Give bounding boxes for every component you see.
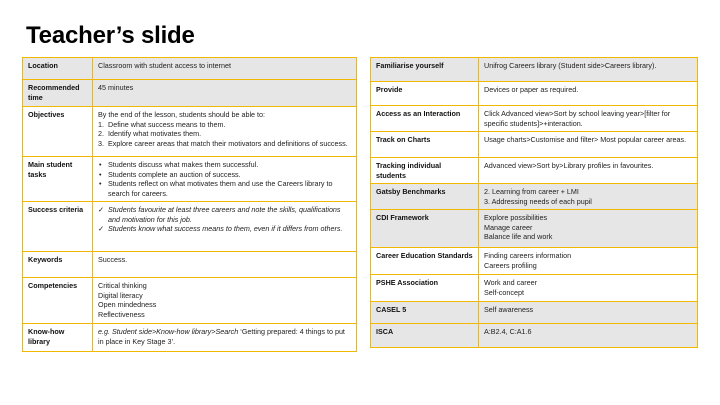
pshe-label: PSHE Association <box>371 275 479 302</box>
success-value <box>93 202 357 252</box>
cdi-row <box>371 210 698 248</box>
objectives-value <box>93 107 357 157</box>
charts-value: Usage charts>Customise and filter> Most popular career areas. <box>479 132 698 158</box>
familiarise-row <box>371 58 698 82</box>
interaction-label: Access as an Interaction <box>371 106 479 132</box>
tasks-value <box>93 157 357 202</box>
cdi-value: Explore possibilities Manage career Balance life and work <box>479 210 698 248</box>
recommended-time-label: Recommended time <box>23 80 93 107</box>
unifrog-info-table <box>370 57 698 348</box>
isca-label: ISCA <box>371 324 479 348</box>
competencies-value: Critical thinking Digital literacy Open mindedness Reflectiveness <box>93 278 357 324</box>
competencies-label: Competencies <box>23 278 93 324</box>
knowhow-text: ‘Getting prepared: 4 things to put in place in Key Stage 3’. <box>98 327 345 346</box>
recommended-time-value: 45 minutes <box>93 80 357 107</box>
pshe-row <box>371 275 698 302</box>
knowhow-row <box>23 324 357 352</box>
familiarise-value: Unifrog Careers library (Student side>Careers library). <box>479 58 698 82</box>
list-item: 2. Identify what motivates them. <box>98 129 202 138</box>
tasks-row <box>23 157 357 202</box>
charts-row <box>371 132 698 158</box>
cdi-label: CDI Framework <box>371 210 479 248</box>
check-icon: ✓ <box>98 224 105 233</box>
recommended-time-row <box>23 80 357 107</box>
keywords-value: Success. <box>93 252 357 278</box>
keywords-row <box>23 252 357 278</box>
lesson-info-table <box>22 57 357 352</box>
location-value: Classroom with student access to internet <box>93 58 357 80</box>
success-list <box>98 205 351 234</box>
gatsby-value: 2. Learning from career + LMI 3. Addressing needs of each pupil <box>479 184 698 210</box>
provide-label: Provide <box>371 82 479 106</box>
objectives-row <box>23 107 357 157</box>
success-row <box>23 202 357 252</box>
tasks-label: Main student tasks <box>23 157 93 202</box>
knowhow-path: e.g. Student side>Know-how library>Search <box>98 327 239 336</box>
list-item: ✓ Students favourite at least three careers and note the skills, qualifications and motivation for this job. <box>98 205 341 224</box>
objectives-label: Objectives <box>23 107 93 157</box>
gatsby-row <box>371 184 698 210</box>
pshe-value: Work and career Self-concept <box>479 275 698 302</box>
casel-value: Self awareness <box>479 302 698 324</box>
provide-row <box>371 82 698 106</box>
tracking-label: Tracking individual students <box>371 158 479 184</box>
tracking-value: Advanced view>Sort by>Library profiles in favourites. <box>479 158 698 184</box>
tasks-list <box>98 160 351 198</box>
knowhow-value <box>93 324 357 352</box>
list-item: 3. Explore career areas that match their motivators and definitions of success. <box>98 138 348 148</box>
ces-value: Finding careers information Careers profiling <box>479 248 698 275</box>
list-item: • Students complete an auction of success. <box>99 169 241 179</box>
ces-label: Career Education Standards <box>371 248 479 275</box>
objectives-intro: By the end of the lesson, students should be able to: <box>98 110 266 119</box>
objectives-list <box>98 120 351 149</box>
interaction-row <box>371 106 698 132</box>
isca-row <box>371 324 698 348</box>
familiarise-label: Familiarise yourself <box>371 58 479 82</box>
list-item: ✓ Students know what success means to them, even if it differs from others. <box>98 224 343 233</box>
list-item: 1. Define what success means to them. <box>98 119 226 129</box>
casel-label: CASEL 5 <box>371 302 479 324</box>
gatsby-label: Gatsby Benchmarks <box>371 184 479 210</box>
provide-value: Devices or paper as required. <box>479 82 698 106</box>
charts-label: Track on Charts <box>371 132 479 158</box>
list-item: • Students reflect on what motivates them and use the Careers library to search for careers. <box>99 179 333 198</box>
location-row <box>23 58 357 80</box>
location-label: Location <box>23 58 93 80</box>
tracking-row <box>371 158 698 184</box>
list-item: • Students discuss what makes them successful. <box>99 160 259 169</box>
page-title: Teacher’s slide <box>26 22 195 49</box>
keywords-label: Keywords <box>23 252 93 278</box>
success-label: Success criteria <box>23 202 93 252</box>
casel-row <box>371 302 698 324</box>
knowhow-label: Know-how library <box>23 324 93 352</box>
isca-value: A:B2.4, C:A1.6 <box>479 324 698 348</box>
competencies-row <box>23 278 357 324</box>
ces-row <box>371 248 698 275</box>
interaction-value: Click Advanced view>Sort by school leaving year>[filter for specific students]>+interaction. <box>479 106 698 132</box>
check-icon: ✓ <box>98 205 105 214</box>
